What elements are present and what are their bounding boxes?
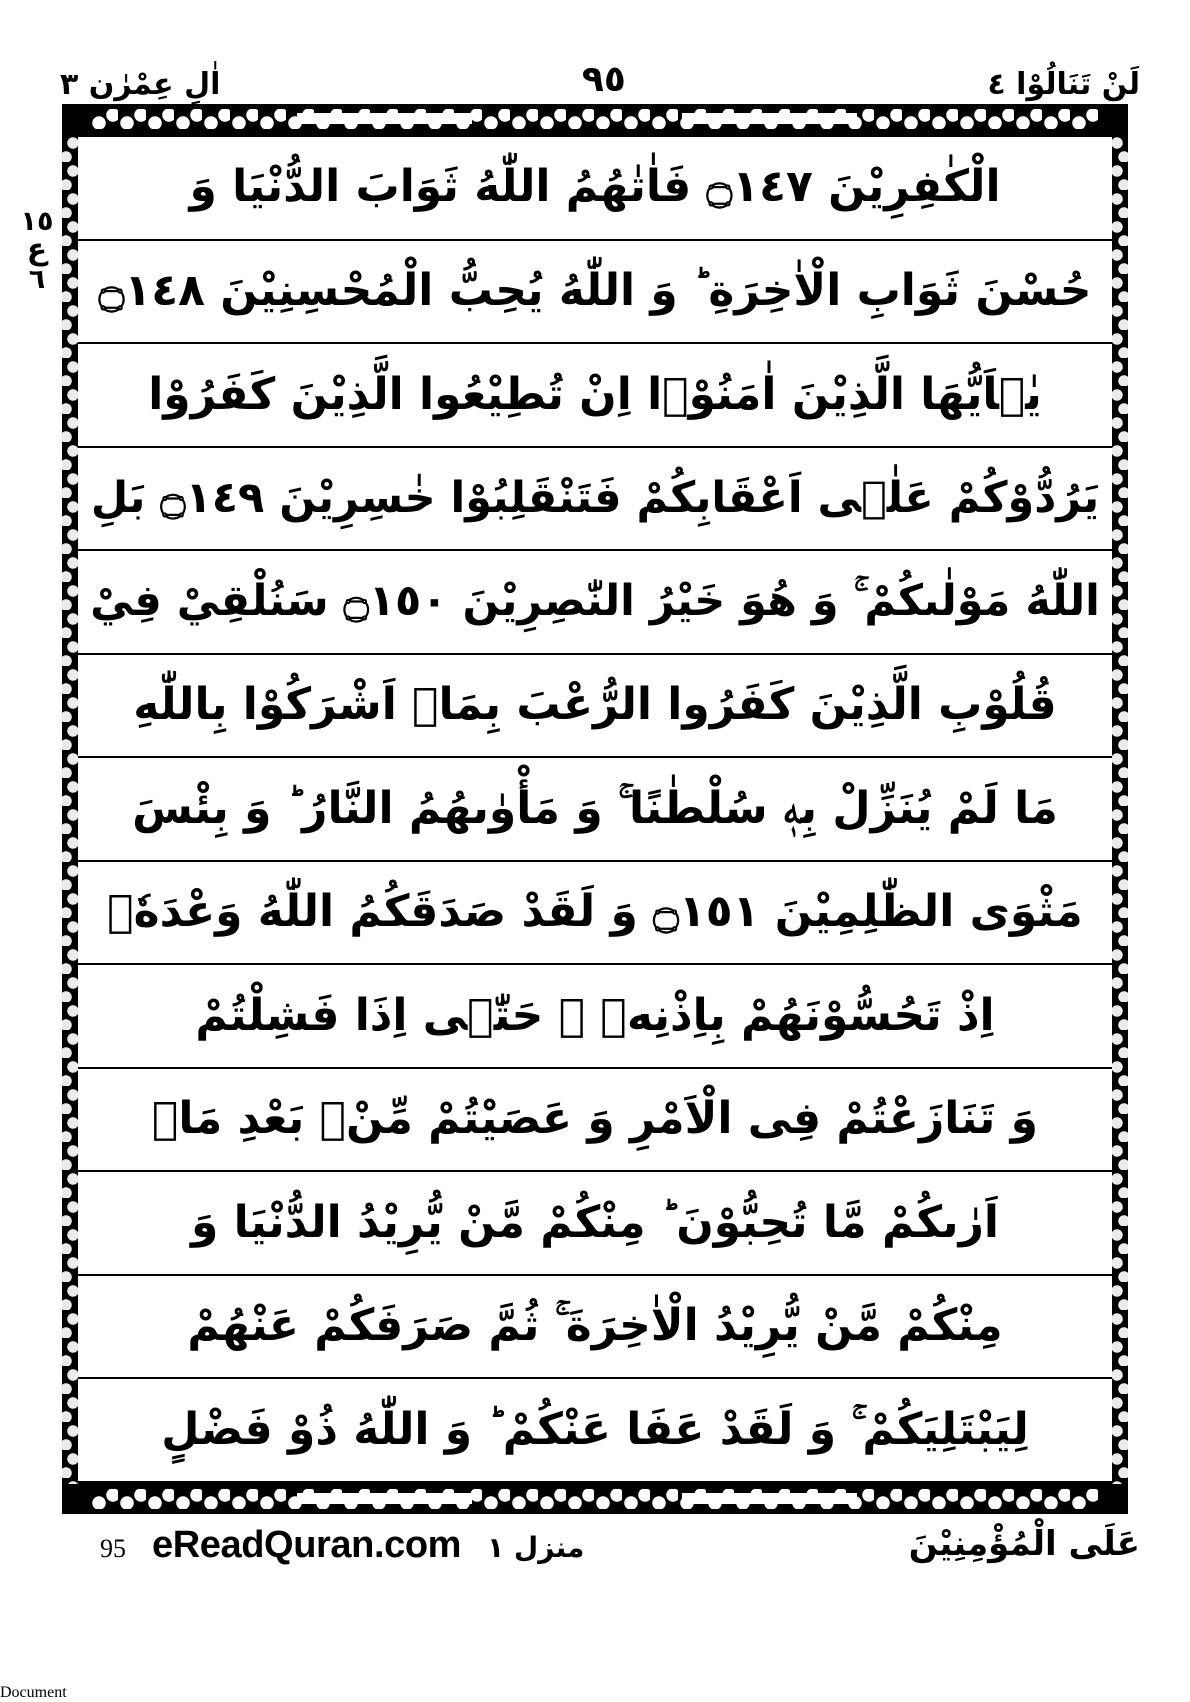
corner-ornament-icon (62, 104, 92, 134)
quran-line-text: اَرٰىكُمْ مَّا تُحِبُّوْنَ ؕ مِنْكُمْ مَّنْ يُّرِيْدُ الدُّنْيَا وَ (190, 1196, 999, 1248)
corner-ornament-icon (62, 1484, 92, 1514)
band-gap (682, 113, 857, 124)
quran-line-text: اللّٰهُ مَوْلٰىكُمْ ۚ وَ هُوَ خَيْرُ النّٰصِرِيْنَ ۝١٥٠ سَنُلْقِيْ فِيْ (90, 576, 1100, 627)
surah-name: اٰلِ عِمْرٰن (88, 67, 221, 102)
quran-line (78, 344, 1112, 448)
band-gap (297, 1493, 472, 1504)
surah-label (60, 67, 221, 102)
quran-line (78, 758, 1112, 862)
quran-line-text: حُسْنَ ثَوَابِ الْاٰخِرَةِ ؕ وَ اللّٰهُ يُحِبُّ الْمُحْسِنِيْنَ ۝١٤٨ (98, 265, 1092, 316)
surah-number: ٣ (60, 67, 79, 102)
footer-page-number: 95 (100, 1534, 126, 1563)
page-footer (60, 1524, 1140, 1614)
ornamental-frame (62, 104, 1128, 1514)
quran-line-text: لِيَبْتَلِيَكُمْ ۚ وَ لَقَدْ عَفَا عَنْكُمْ ؕ وَ اللّٰهُ ذُوْ فَضْلٍ (161, 1403, 1029, 1455)
manzil-label: منزل ١ (487, 1531, 585, 1564)
ruku-number: ٦ (28, 263, 46, 295)
quran-line-text: يَرُدُّوْكُمْ عَلٰۤى اَعْقَابِكُمْ فَتَنْقَلِبُوْا خٰسِرِيْنَ ۝١٤٩ بَلِ (90, 472, 1100, 523)
quran-line (78, 241, 1112, 345)
quran-line-text: اِذْ تَحُسُّوْنَهُمْ بِاِذْنِهٖ ۚ حَتّٰۤى اِذَا فَشِلْتُمْ (195, 989, 995, 1041)
band-gap (682, 1493, 857, 1504)
page-number-arabic: ٩٥ (581, 59, 626, 100)
page-header (60, 38, 1140, 100)
frame-left-ornament (62, 134, 78, 1484)
margin-markers (14, 208, 60, 294)
site-name[interactable]: eReadQuran.com (152, 1524, 462, 1566)
quran-line (78, 1276, 1112, 1380)
quran-line (78, 1172, 1112, 1276)
corner-ornament-icon (1098, 104, 1128, 134)
quran-line (78, 965, 1112, 1069)
frame-right-ornament (1112, 134, 1128, 1484)
quran-line (78, 655, 1112, 759)
quran-line (78, 551, 1112, 655)
frame-bottom-band (62, 1484, 1128, 1514)
quran-line-text: مَثْوَى الظّٰلِمِيْنَ ۝١٥١ وَ لَقَدْ صَدَقَكُمُ اللّٰهُ وَعْدَهٗۤ (107, 886, 1083, 938)
juz-label (987, 67, 1140, 102)
quran-line (78, 137, 1112, 241)
quran-text-block (78, 137, 1112, 1481)
frame-top-band (62, 104, 1128, 134)
band-gap (297, 113, 472, 124)
part-number: ١٥ (20, 206, 54, 237)
quran-line-text: وَ تَنَازَعْتُمْ فِى الْاَمْرِ وَ عَصَيْتُمْ مِّنْۢ بَعْدِ مَاۤ (152, 1093, 1038, 1145)
corner-ornament-icon (1098, 1484, 1128, 1514)
quran-line (78, 862, 1112, 966)
quran-line-text: يٰۤاَيُّهَا الَّذِيْنَ اٰمَنُوْۤا اِنْ تُطِيْعُوا الَّذِيْنَ كَفَرُوْا (148, 368, 1042, 420)
quran-line (78, 1379, 1112, 1481)
scroll-ornament-icon (62, 1489, 1128, 1509)
quran-line (78, 448, 1112, 552)
ruku-mark-icon: ع (26, 232, 48, 268)
quran-line (78, 1069, 1112, 1173)
footer-catchword: عَلَى الْمُؤْمِنِيْنَ (908, 1524, 1140, 1564)
quran-line-text: مَا لَمْ يُنَزِّلْ بِهٖ سُلْطٰنًا ۚ وَ مَأْوٰىهُمُ النَّارُ ؕ وَ بِئْسَ (132, 782, 1058, 834)
juz-name: لَنْ تَنَالُوْا (1016, 67, 1140, 102)
quran-line-text: مِنْكُمْ مَّنْ يُّرِيْدُ الْاٰخِرَةَ ۚ ثُمَّ صَرَفَكُمْ عَنْهُمْ (187, 1300, 1003, 1352)
scroll-ornament-icon (62, 109, 1128, 129)
juz-number: ٤ (987, 67, 1006, 102)
quran-line-text: قُلُوْبِ الَّذِيْنَ كَفَرُوا الرُّعْبَ بِمَاۤ اَشْرَكُوْا بِاللّٰهِ (133, 679, 1057, 731)
quran-line-text: الْكٰفِرِيْنَ ۝١٤٧ فَاٰتٰهُمُ اللّٰهُ ثَوَابَ الدُّنْيَا وَ (189, 161, 1001, 213)
